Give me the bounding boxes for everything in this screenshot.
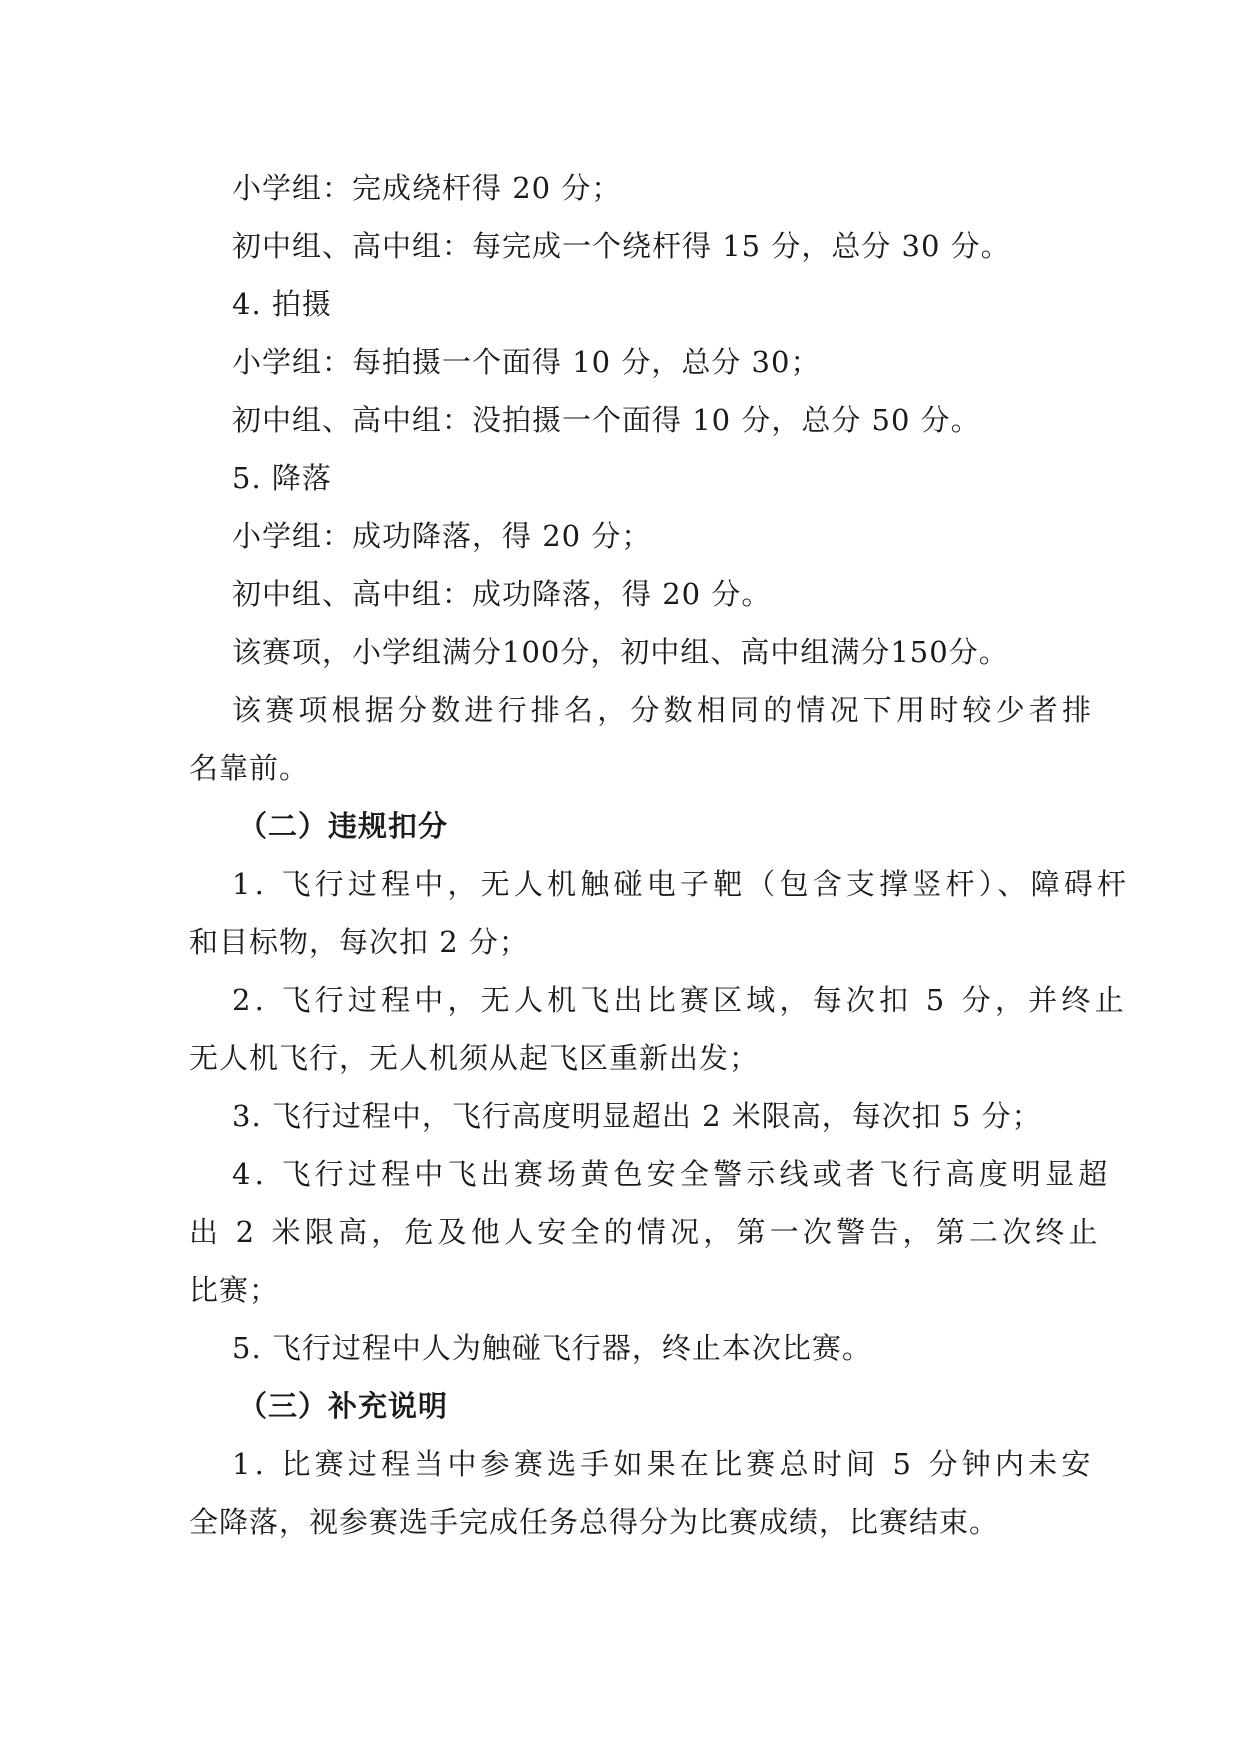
section-item-title: 5. 降落 [232,461,332,495]
text-line: 2. 飞行过程中，无人机飞出比赛区域，每次扣 5 分，并终止 [232,983,1128,1017]
text-line: 比赛； [189,1273,280,1307]
text-line: 无人机飞行，无人机须从起飞区重新出发； [189,1041,760,1075]
text-line: 全降落，视参赛选手完成任务总得分为比赛成绩，比赛结束。 [189,1505,1000,1539]
text-line: 小学组：成功降落，得 20 分； [232,519,652,553]
text-line: 3. 飞行过程中，飞行高度明显超出 2 米限高，每次扣 5 分； [232,1099,1042,1133]
text-line: 出 2 米限高，危及他人安全的情况，第一次警告，第二次终止 [189,1215,1102,1249]
text-line: 1. 比赛过程当中参赛选手如果在比赛总时间 5 分钟内未安 [232,1447,1095,1481]
section-item-title: 4. 拍摄 [232,287,332,321]
text-line: 初中组、高中组：成功降落，得 20 分。 [232,577,772,611]
section-heading: （二）违规扣分 [238,809,449,843]
section-heading: （三）补充说明 [238,1389,449,1423]
text-line: 5. 飞行过程中人为触碰飞行器，终止本次比赛。 [232,1331,872,1365]
text-line: 1. 飞行过程中，无人机触碰电子靶（包含支撑竖杆）、障碍杆 [232,867,1131,901]
text-line: 和目标物，每次扣 2 分； [189,925,529,959]
text-line: 小学组：完成绕杆得 20 分； [232,171,622,205]
text-line: 4. 飞行过程中飞出赛场黄色安全警示线或者飞行高度明显超 [232,1157,1112,1191]
text-line: 初中组、高中组：每完成一个绕杆得 15 分，总分 30 分。 [232,229,1011,263]
text-line: 该赛项根据分数进行排名，分数相同的情况下用时较少者排 [232,693,1096,727]
text-line: 该赛项，小学组满分100分，初中组、高中组满分150分。 [232,635,1009,669]
text-line: 小学组：每拍摄一个面得 10 分，总分 30； [232,345,821,379]
text-line: 名靠前。 [189,751,310,785]
text-line: 初中组、高中组：没拍摄一个面得 10 分，总分 50 分。 [232,403,981,437]
